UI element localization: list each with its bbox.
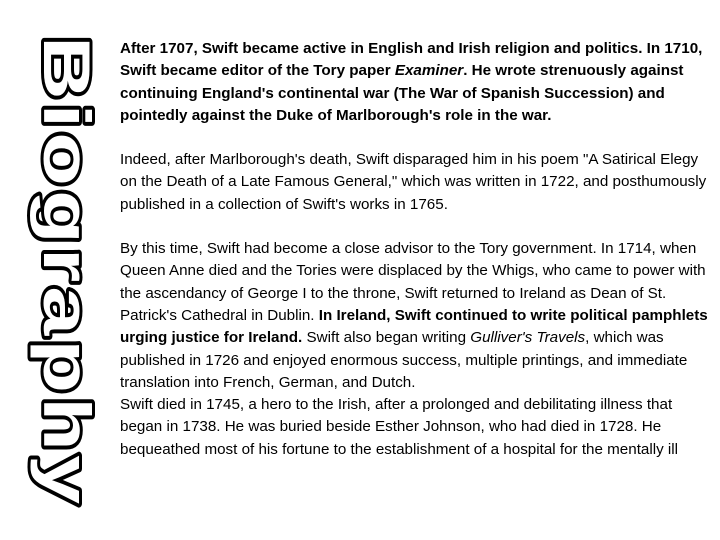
paragraph-ireland-bold: In Ireland, Swift continued to write political pamphlets urging justice for Ireland. [120,306,708,347]
paragraph-politics [120,38,715,127]
examiner-title: Examiner [394,62,464,80]
vertical-title-text: Biography [30,36,104,390]
paragraph-ireland-text-c: Swift also began writing [302,329,471,347]
paragraph-marlborough [120,149,715,216]
paragraph-gap [120,127,715,149]
paragraph-marlborough-text: Indeed, after Marlborough's death, Swift disparaged him in his poem "A Satirical Elegy on the Death of a Late Famous General," which was written in 1722, and posthumously published in a collection of Swift's works in 1765. [120,151,707,213]
paragraph-politics-text-c: . He wrote strenuously against continuing England's continental war (The War of Spanish Succession) and pointedly against the Duke of Marlborough's role in the war. [120,62,684,124]
paragraph-ireland-text-a: By this time, Swift had become a close advisor to the Tory government. In 1714, when Queen Anne died and the Tories were displaced by the Whigs, who came to power with the ascendancy of George I to the throne, Swift returned to Ireland as Dean of St. Patrick's Cathedral in Dublin. [120,240,706,324]
biography-body [120,38,715,461]
paragraph-politics-text-a: After 1707, Swift became active in English and Irish religion and politics. In 1710, Swift became editor of the Tory paper [120,40,703,80]
paragraph-gap [120,216,715,238]
vertical-title-graphic [30,34,104,512]
vertical-title [30,34,104,512]
paragraph-ireland [120,238,715,394]
paragraph-ireland-text-e: , which was published in 1726 and enjoyed enormous success, multiple printings, and immediate translation into French, German, and Dutch. [120,329,688,391]
paragraph-death-text: Swift died in 1745, a hero to the Irish, after a prolonged and debilitating illness that began in 1738. He was buried beside Esther Johnson, who had died in 1728. He bequeathed most of his fortune to the establishment of a hospital for the mentally ill [120,396,679,458]
gullivers-travels-title: Gulliver's Travels [470,329,586,347]
paragraph-death [120,394,715,461]
